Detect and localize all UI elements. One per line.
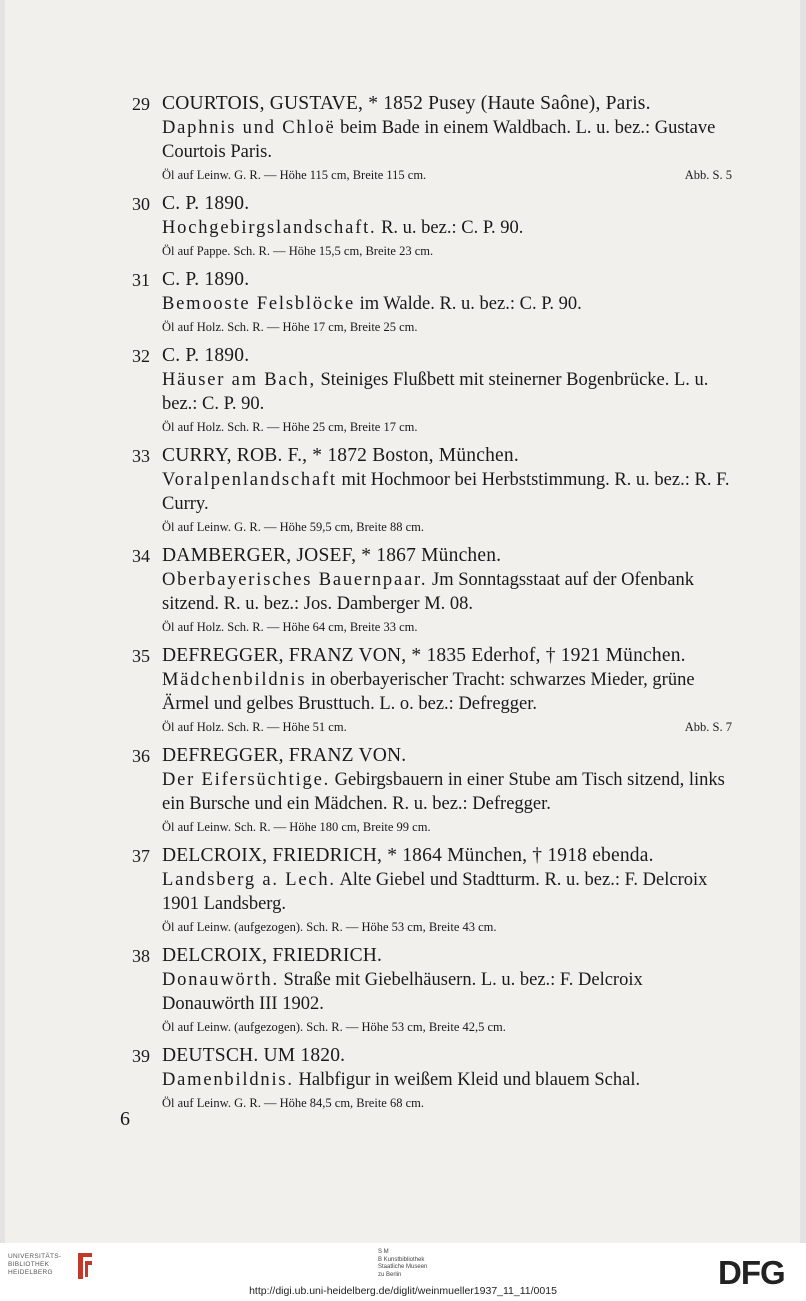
entry-artist: DELCROIX, FRIEDRICH, * 1864 München, † 1918 ebenda. (162, 845, 654, 866)
catalog-entry (132, 544, 732, 638)
entry-number: 37 (132, 846, 150, 866)
catalog-entry (132, 644, 732, 738)
entry-text: Straße mit Giebelhäusern. L. u. bez.: F. Delcroix Donauwörth III 1902. (162, 970, 643, 1014)
entry-text: Steiniges Flußbett mit steinerner Bogenbrücke. L. u. bez.: C. P. 90. (162, 370, 709, 414)
entry-artist: DELCROIX, FRIEDRICH. (162, 945, 383, 966)
entry-number: 39 (132, 1046, 150, 1066)
entry-technical (162, 916, 732, 938)
entry-body (162, 1044, 732, 1114)
entry-text: R. u. bez.: C. P. 90. (376, 218, 524, 238)
university-library-text: UNIVERSITÄTS- BIBLIOTHEK HEIDELBERG (8, 1253, 62, 1276)
entry-title: Donauwörth. (162, 970, 279, 990)
entry-text: im Walde. R. u. bez.: C. P. 90. (354, 294, 582, 314)
entry-technical (162, 816, 732, 838)
entry-description (162, 968, 732, 1016)
entry-artist: DAMBERGER, JOSEF, * 1867 München. (162, 545, 502, 566)
catalog-entry (132, 344, 732, 438)
catalog-entry (132, 192, 732, 262)
entry-number: 32 (132, 346, 150, 366)
entry-body (162, 92, 732, 186)
entry-technical (162, 416, 732, 438)
entry-description (162, 1068, 732, 1092)
entry-medium: Öl auf Holz. Sch. R. — Höhe 51 cm. (162, 720, 347, 734)
entry-technical (162, 1016, 732, 1038)
entry-title: Oberbayerisches Bauernpaar. (162, 570, 428, 590)
entry-artist: C. P. 1890. (162, 269, 250, 290)
entry-artist: DEFREGGER, FRANZ VON. (162, 745, 407, 766)
entry-reference: Abb. S. 5 (684, 168, 732, 182)
entry-reference: Abb. S. 7 (684, 720, 732, 734)
entry-description (162, 768, 732, 816)
entry-number: 33 (132, 446, 150, 466)
entry-medium: Öl auf Holz. Sch. R. — Höhe 17 cm, Breite 25 cm. (162, 320, 418, 334)
entry-artist: CURRY, ROB. F., * 1872 Boston, München. (162, 445, 519, 466)
catalog-entry (132, 92, 732, 186)
entry-technical (162, 616, 732, 638)
entry-medium: Öl auf Leinw. G. R. — Höhe 115 cm, Breite 115 cm. (162, 168, 427, 182)
entry-technical (162, 1092, 732, 1114)
entry-body (162, 444, 732, 538)
entry-text: beim Bade in einem Waldbach. L. u. bez.: Gustave Courtois Paris. (162, 118, 716, 162)
entry-description (162, 868, 732, 916)
page-number: 6 (120, 1108, 130, 1130)
entry-technical (162, 716, 732, 738)
entry-body (162, 268, 732, 338)
entry-title: Voralpenlandschaft (162, 470, 337, 490)
entry-body (162, 944, 732, 1038)
entry-medium: Öl auf Leinw. (aufgezogen). Sch. R. — Höhe 53 cm, Breite 43 cm. (162, 920, 497, 934)
entry-title: Bemooste Felsblöcke (162, 294, 355, 314)
entry-artist: C. P. 1890. (162, 193, 250, 214)
entry-artist: DEUTSCH. UM 1820. (162, 1045, 346, 1066)
entry-number: 35 (132, 646, 150, 666)
entry-description (162, 368, 732, 416)
catalog-entry (132, 268, 732, 338)
entry-text: mit Hochmoor bei Herbststimmung. R. u. bez.: R. F. Curry. (162, 470, 730, 514)
catalog-entry (132, 944, 732, 1038)
entry-artist: COURTOIS, GUSTAVE, * 1852 Pusey (Haute Saône), Paris. (162, 93, 651, 114)
entry-title: Häuser am Bach, (162, 370, 316, 390)
entry-body (162, 644, 732, 738)
entry-body (162, 844, 732, 938)
entry-description (162, 216, 732, 240)
entry-medium: Öl auf Leinw. G. R. — Höhe 59,5 cm, Breite 88 cm. (162, 520, 424, 534)
catalog-entry (132, 844, 732, 938)
entry-number: 34 (132, 546, 150, 566)
entry-number: 38 (132, 946, 150, 966)
entry-technical (162, 164, 732, 186)
entry-artist: C. P. 1890. (162, 345, 250, 366)
entry-number: 30 (132, 194, 150, 214)
entry-description (162, 668, 732, 716)
source-url[interactable]: http://digi.ub.uni-heidelberg.de/diglit/weinmueller1937_11_11/0015 (249, 1285, 557, 1297)
dfg-logo: DFG (718, 1254, 785, 1291)
entry-number: 29 (132, 94, 150, 114)
catalog-entry (132, 1044, 732, 1114)
entry-description (162, 468, 732, 516)
entry-medium: Öl auf Leinw. G. R. — Höhe 84,5 cm, Breite 68 cm. (162, 1096, 424, 1110)
entry-text: Alte Giebel und Stadtturm. R. u. bez.: F. Delcroix 1901 Landsberg. (162, 870, 708, 914)
entry-title: Daphnis und Chloë (162, 118, 336, 138)
entry-title: Damenbildnis. (162, 1070, 294, 1090)
entry-text: Jm Sonntagsstaat auf der Ofenbank sitzend. R. u. bez.: Jos. Damberger M. 08. (162, 570, 695, 614)
entry-text: Halbfigur in weißem Kleid und blauem Schal. (293, 1070, 641, 1090)
entry-text: Gebirgsbauern in einer Stube am Tisch sitzend, links ein Bursche und ein Mädchen. R. u. bez.: Defregger. (162, 770, 725, 814)
entry-body (162, 192, 732, 262)
entry-number: 31 (132, 270, 150, 290)
entry-medium: Öl auf Pappe. Sch. R. — Höhe 15,5 cm, Breite 23 cm. (162, 244, 434, 258)
entry-title: Hochgebirgslandschaft. (162, 218, 377, 238)
entry-medium: Öl auf Leinw. Sch. R. — Höhe 180 cm, Breite 99 cm. (162, 820, 431, 834)
entry-medium: Öl auf Leinw. (aufgezogen). Sch. R. — Höhe 53 cm, Breite 42,5 cm. (162, 1020, 506, 1034)
entry-artist: DEFREGGER, FRANZ VON, * 1835 Ederhof, † 1921 München. (162, 645, 686, 666)
entry-description (162, 292, 732, 316)
smb-library-text: S M B Kunstbibliothek Staatliche Museen zu Berlin (378, 1249, 428, 1278)
catalog-entry (132, 744, 732, 838)
entry-technical (162, 516, 732, 538)
entry-description (162, 568, 732, 616)
entry-technical (162, 316, 732, 338)
entry-text: in oberbayerischer Tracht: schwarzes Mieder, grüne Ärmel und gelbes Brusttuch. L. o. bez.: Defregger. (162, 670, 695, 714)
entry-title: Der Eifersüchtige. (162, 770, 331, 790)
university-logo-icon (74, 1251, 94, 1281)
entry-title: Landsberg a. Lech. (162, 870, 336, 890)
entry-medium: Öl auf Holz. Sch. R. — Höhe 64 cm, Breite 33 cm. (162, 620, 418, 634)
entry-description (162, 116, 732, 164)
entry-number: 36 (132, 746, 150, 766)
catalog-entry (132, 444, 732, 538)
entry-body (162, 744, 732, 838)
entry-technical (162, 240, 732, 262)
entry-body (162, 544, 732, 638)
entry-body (162, 344, 732, 438)
entry-medium: Öl auf Holz. Sch. R. — Höhe 25 cm, Breite 17 cm. (162, 420, 418, 434)
entry-title: Mädchenbildnis (162, 670, 307, 690)
footer-bar (0, 1243, 806, 1301)
catalog-entries (132, 92, 732, 1120)
